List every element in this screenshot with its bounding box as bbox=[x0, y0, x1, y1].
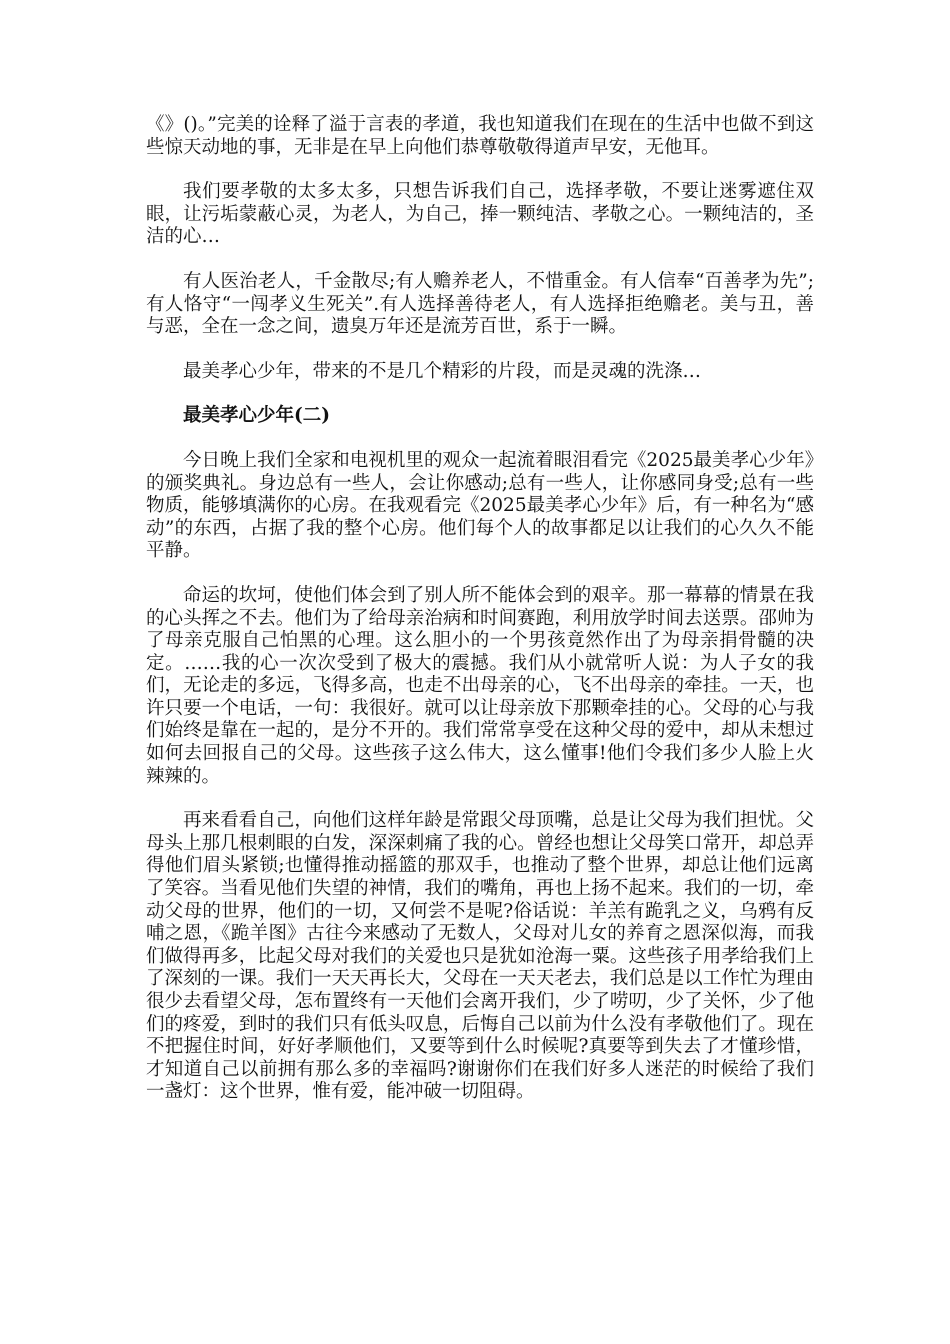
paragraph-continuation: 《》()。”完美的诠释了溢于言表的孝道，我也知道我们在现在的生活中也做不到这些惊天动地的事，无非是在早上向他们恭尊敬敬得道声早安，无他耳。 bbox=[146, 114, 814, 158]
paragraph: 今日晚上我们全家和电视机里的观众一起流着眼泪看完《2025最美孝心少年》的颁奖典礼。身边总有一些人，会让你感动;总有一些人，让你感同身受;总有一些物质，能够填满你的心房。在我观看完《2025最美孝心少年》后，有一种名为“感动”的东西，占据了我的整个心房。他们每个人的故事都足以让我们的心久久不能平静。 bbox=[146, 449, 814, 562]
paragraph: 我们要孝敬的太多太多，只想告诉我们自己，选择孝敬，不要让迷雾遮住双眼，让污垢蒙蔽心灵，为老人，为自己，捧一颗纯洁、孝敬之心。一颗纯洁的，圣洁的心… bbox=[146, 181, 814, 248]
paragraph-spacer bbox=[146, 428, 814, 450]
paragraph: 有人医治老人，千金散尽;有人赡养老人，不惜重金。有人信奉“百善孝为先”;有人恪守“一闯孝义生死关”.有人选择善待老人，有人选择拒绝赡老。美与丑，善与恶，全在一念之间，遗臭万年还是流芳百世，系于一瞬。 bbox=[146, 270, 814, 338]
paragraph-spacer bbox=[146, 159, 814, 181]
document-body bbox=[146, 114, 814, 1104]
section-heading: 最美孝心少年(二) bbox=[183, 405, 331, 427]
paragraph-spacer bbox=[146, 383, 814, 405]
paragraph: 命运的坎坷，使他们体会到了别人所不能体会到的艰辛。那一幕幕的情景在我的心头挥之不去。他们为了给母亲治病和时间赛跑，利用放学时间去送票。邵帅为了母亲克服自己怕黑的心理。这么胆小的一个男孩竟然作出了为母亲捐骨髓的决定。……我的心一次次受到了极大的震撼。我们从小就常听人说：为人子女的我们，无论走的多远，飞得多高，也走不出母亲的心，飞不出母亲的牵挂。一天，也许只要一个电话，一句：我很好。就可以让母亲放下那颗牵挂的心。父母的心与我们始终是靠在一起的，是分不开的。我们常常享受在这种父母的爱中，却从未想过如何去回报自己的父母。这些孩子这么伟大，这么懂事!他们令我们多少人脸上火辣辣的。 bbox=[146, 584, 814, 787]
paragraph-spacer bbox=[146, 563, 814, 585]
paragraph-spacer bbox=[146, 339, 814, 361]
paragraph-spacer bbox=[146, 249, 814, 271]
paragraph: 再来看看自己，向他们这样年龄是常跟父母顶嘴，总是让父母为我们担忧。父母头上那几根刺眼的白发，深深刺痛了我的心。曾经也想让父母笑口常开，却总弄得他们眉头紧锁;也懂得推动摇篮的那双手，也推动了整个世界，却总让他们远离了笑容。当看见他们失望的神情，我们的嘴角，再也上扬不起来。我们的一切，牵动父母的世界，他们的一切，又何尝不是呢?俗话说：羊羔有跪乳之义，乌鸦有反哺之恩，《跪羊图》古往今来感动了无数人，父母对儿女的养育之恩深似海，而我们做得再多，比起父母对我们的关爱也只是犹如沧海一粟。这些孩子用孝给我们上了深刻的一课。我们一天天再长大，父母在一天天老去，我们总是以工作忙为理由很少去看望父母，怎布置终有一天他们会离开我们，少了唠叨，少了关怀，少了他们的疼爱，到时的我们只有低头叹息，后悔自己以前为什么没有孝敬他们了。现在不把握住时间，好好孝顺他们，又要等到什么时候呢?真要等到失去了才懂珍惜，才知道自己以前拥有那么多的幸福吗?谢谢你们在我们好多人迷茫的时候给了我们一盏灯：这个世界，惟有爱，能冲破一切阻碍。 bbox=[146, 810, 814, 1103]
paragraph: 最美孝心少年，带来的不是几个精彩的片段，而是灵魂的洗涤… bbox=[183, 360, 702, 382]
paragraph-spacer bbox=[146, 788, 814, 810]
